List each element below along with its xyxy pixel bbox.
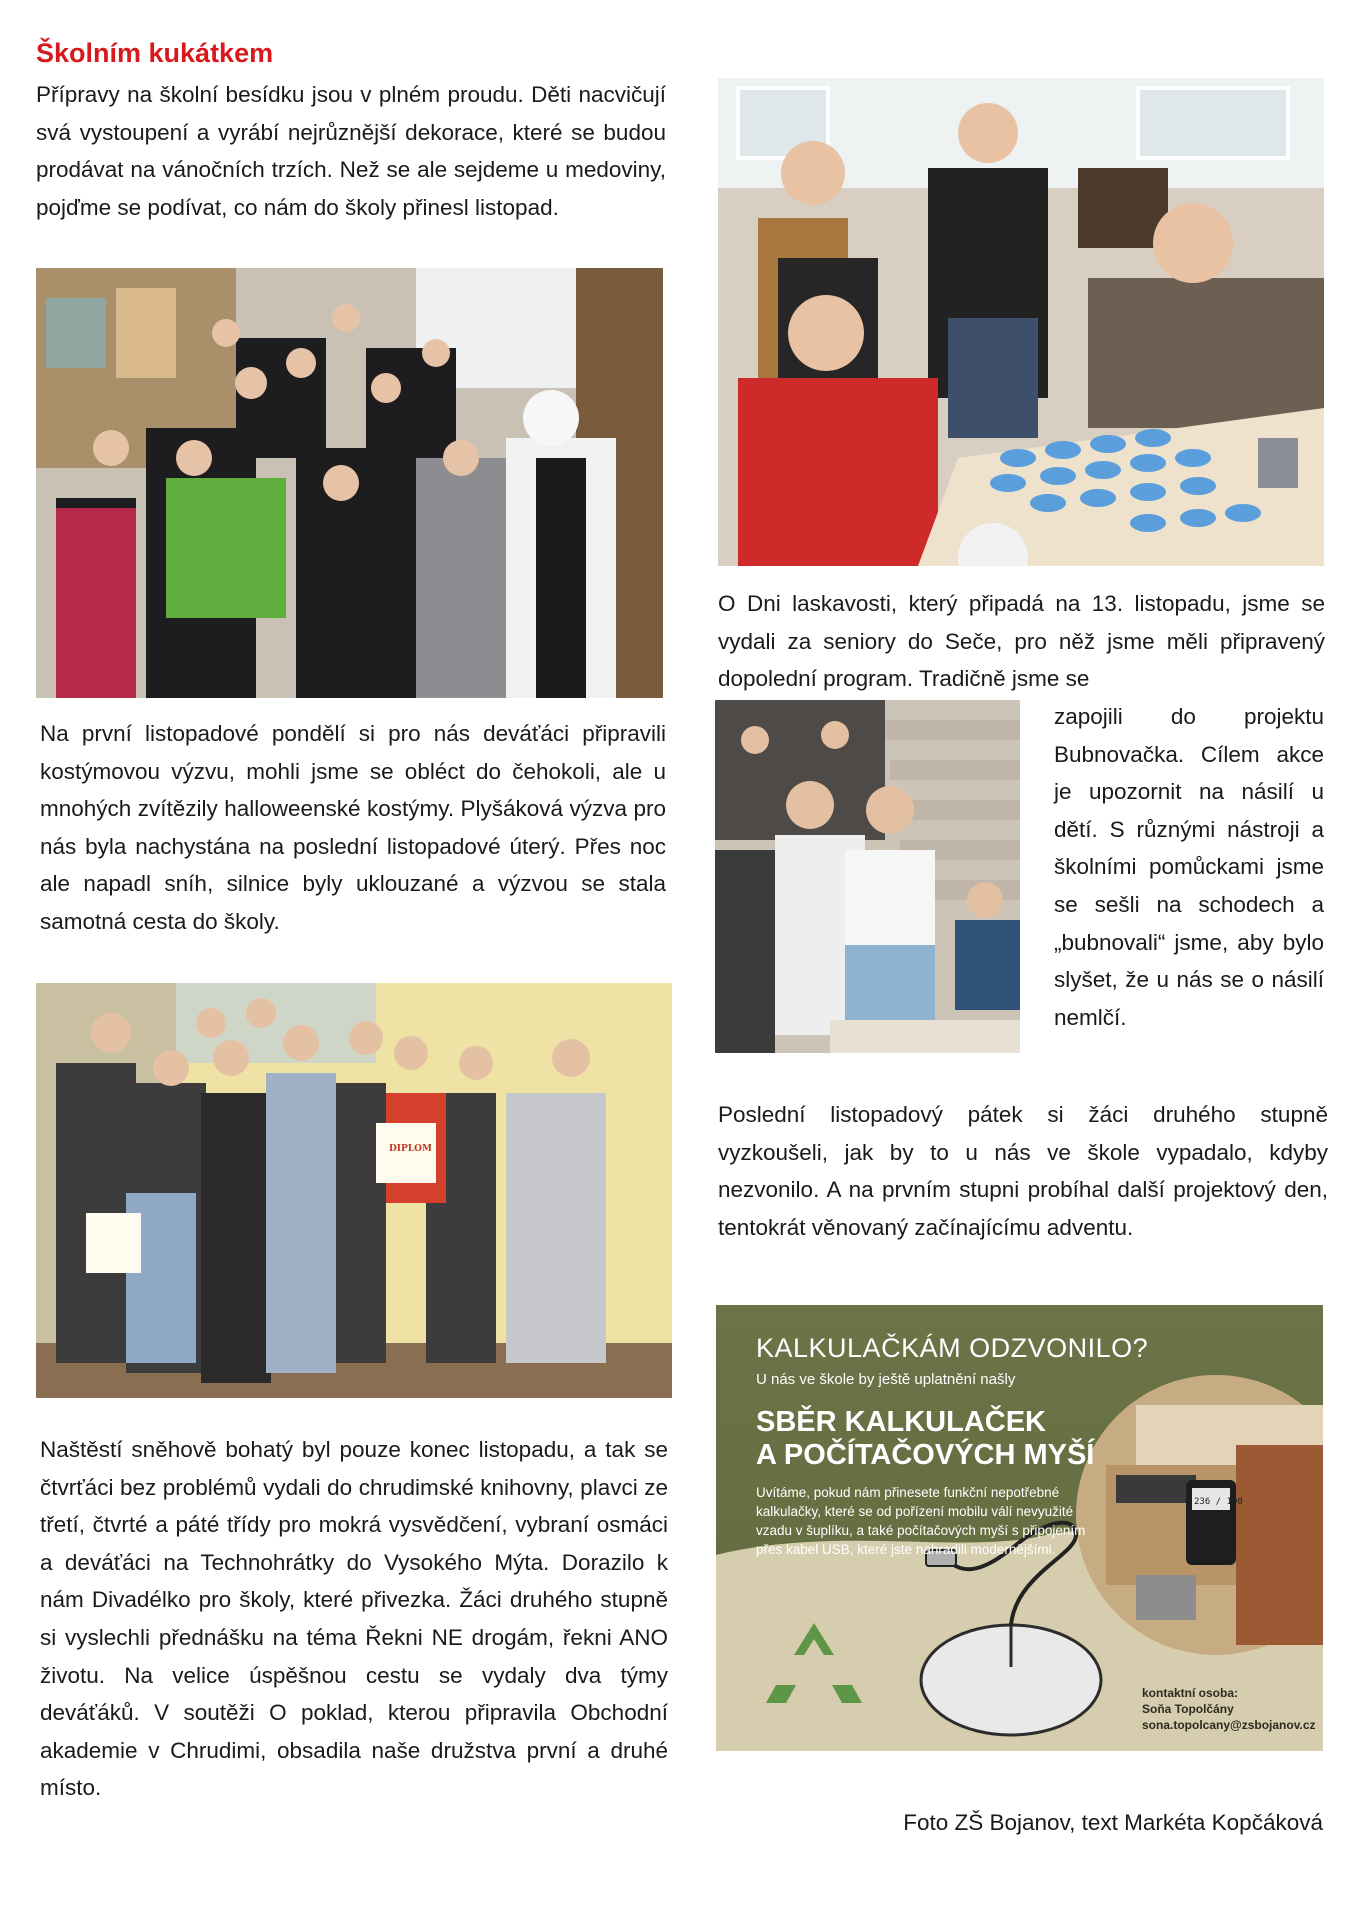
photo-credit: Foto ZŠ Bojanov, text Markéta Kopčáková	[903, 1810, 1323, 1835]
seniors-game-photo	[718, 78, 1324, 566]
calculator-collection-poster	[716, 1305, 1323, 1751]
diploma-label: DIPLOM	[389, 1144, 432, 1154]
diploma-group-photo	[36, 983, 672, 1398]
snow-paragraph: Naštěstí sněhově bohatý byl pouze konec listopadu, a tak se čtvrťáci bez problémů vydali do chrudimské knihovny, plavci ze třetí, čtvrté a páté třídy pro mokrá vysvědčení, vybraní osmáci a deváťáci na Technohrátky do Vysokého Mýta. Dorazilo k nám Divadélko pro školy, které přivezka. Žáci druhého stupně si vyslechli přednášku na téma Řekni NE drogám, řekni ANO životu. Na velice úspěšnou cestu se vydaly dva týmy deváťáků. V soutěži O poklad, kterou připravila Obchodní akademie v Chrudimi, obsadila naše družstva první a druhé místo.	[40, 1437, 668, 1801]
page-title: Školním kukátkem	[36, 38, 274, 68]
friday-paragraph: Poslední listopadový pátek si žáci druhého stupně vyzkoušeli, jak by to u nás ve škole vypadalo, kdyby nezvonilo. A na prvním stupni probíhal další projektový den, tentokrát věnovaný začínajícímu adventu.	[718, 1102, 1328, 1240]
halloween-costumes-photo	[36, 268, 663, 698]
poster-body: Uvítáme, pokud nám přinesete funkční nepotřebné kalkulačky, které se od pořízení mobilu válí nevyužité vzadu v šuplíku, a také počítačových myší s připojením přes kabel USB, které jste nahradili modernějšími.	[756, 1485, 1086, 1557]
kindness-paragraph: O Dni laskavosti, který připadá na 13. listopadu, jsme se vydali za seniory do Seče, pro něž jsme měli připravený dopolední program. Tradičně jsme se	[718, 591, 1325, 692]
poster-heading: KALKULAČKÁM ODZVONILO?	[756, 1333, 1149, 1363]
poster-title-line1: SBĚR KALKULAČEK	[756, 1406, 1046, 1438]
drumming-paragraph: zapojili do projektu Bubnovačka. Cílem akce je upozornit na násilí u dětí. S různými nástroji a školními pomůckami jsme se sešli na schodech a „bubnovali“ jsme, aby bylo slyšet, že u nás se o násilí nemlčí.	[1054, 704, 1324, 1030]
poster-title-line2: A POČÍTAČOVÝCH MYŠÍ	[756, 1439, 1095, 1471]
intro-paragraph: Přípravy na školní besídku jsou v plném proudu. Děti nacvičují svá vystoupení a vyrábí nejrůznější dekorace, které se budou prodávat na vánočních trzích. Než se ale sejdeme u medoviny, pojďme se podívat, co nám do školy přinesl listopad.	[36, 82, 666, 220]
poster-subheading: U nás ve škole by ještě uplatnění našly	[756, 1371, 1016, 1388]
phone-screen-text: 236 / 100	[1194, 1497, 1243, 1507]
costumes-paragraph: Na první listopadové pondělí si pro nás deváťáci připravili kostýmovou výzvu, mohli jsme se obléct do čehokoli, ale u mnohých zvítězily halloweenské kostýmy. Plyšáková výzva pro nás byla nachystána na poslední listopadové úterý. Přes noc ale napadl sníh, silnice byly uklouzané a výzvou se stala samotná cesta do školy.	[40, 721, 666, 934]
contact-email: sona.topolcany@zsbojanov.cz	[1142, 1718, 1316, 1732]
contact-label: kontaktní osoba:	[1142, 1686, 1239, 1700]
drumming-stairs-photo	[715, 700, 1020, 1053]
poster-contact	[1142, 1685, 1316, 1733]
contact-name: Soňa Topolčány	[1142, 1702, 1234, 1716]
